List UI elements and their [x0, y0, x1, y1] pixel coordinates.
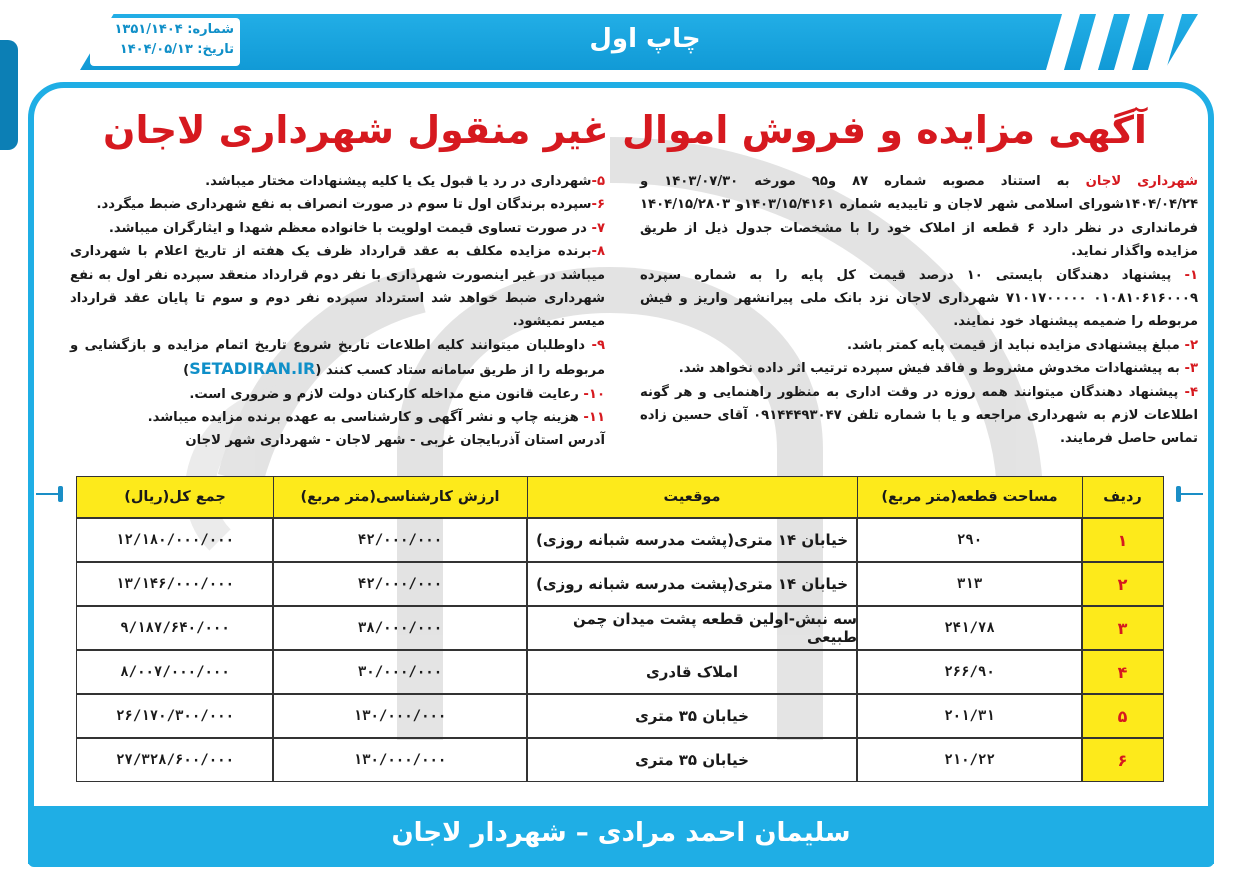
list-item: ۷- در صورت تساوی قیمت اولویت با خانواده معظم شهدا و ایثارگران میباشد.: [108, 220, 605, 236]
setadiran-link[interactable]: SETADIRAN.IR: [189, 359, 316, 379]
table-row: [76, 518, 1164, 562]
location-cell: خیابان ۳۵ متری: [526, 694, 858, 738]
header-row-number: ردیف: [1081, 476, 1164, 518]
signature: سلیمان احمد مرادی – شهردار لاجان: [391, 818, 851, 848]
area-cell: ۲۴۱/۷۸: [856, 606, 1083, 650]
address-line: آدرس استان آذربایجان غربی - شهر لاجان - شهرداری شهر لاجان: [185, 433, 605, 449]
expert-value-cell: ۳۰/۰۰۰/۰۰۰: [272, 650, 528, 694]
area-cell: ۲۶۶/۹۰: [856, 650, 1083, 694]
row-number: ۶: [1081, 738, 1164, 782]
row-number: ۴: [1081, 650, 1164, 694]
date-line: [90, 42, 240, 57]
row-number: ۱: [1081, 518, 1164, 562]
expert-value-cell: ۱۳۰/۰۰۰/۰۰۰: [272, 738, 528, 782]
footer-bar: [28, 806, 1214, 864]
date-label: تاریخ:: [197, 42, 234, 57]
header-expert-value: ارزش کارشناسی(متر مربع): [272, 476, 528, 518]
expert-value-cell: ۳۸/۰۰۰/۰۰۰: [272, 606, 528, 650]
expert-value-cell: ۱۳۰/۰۰۰/۰۰۰: [272, 694, 528, 738]
list-item: ۸-برنده مزایده مکلف به عقد قرارداد ظرف یک هفته از تاریخ اعلام با شهرداری میباشد در غیر اینصورت شهرداری با نفر دوم قرارداد منعقد سپرده نفر اول به نفع شهرداری ضبط خواهد شد استرداد سپرده نفر دوم و سوم تا پایان عقد قرارداد میسر نمیشود.: [70, 244, 605, 330]
intro-red: شهرداری لاجان: [1085, 174, 1198, 189]
total-cell: ۱۳/۱۴۶/۰۰۰/۰۰۰: [76, 562, 274, 606]
lots-table: [76, 476, 1164, 782]
expert-value-cell: ۴۲/۰۰۰/۰۰۰: [272, 562, 528, 606]
location-cell: خیابان ۱۴ متری(پشت مدرسه شبانه روزی): [526, 562, 858, 606]
table-left-marker: [36, 486, 66, 502]
list-item: ۲- مبلغ پیشنهادی مزایده نباید از قیمت پایه کمتر باشد.: [847, 337, 1198, 353]
list-item: ۱- پیشنهاد دهندگان بایستی ۱۰ درصد قیمت کل پایه را به شماره سپرده ۰۱۰۸۱۰۶۱۶۰۰۰۹ ۷۱۰۱۷۰۰۰۰۰ شهرداری لاجان نزد بانک ملی پیرانشهر واریز و فیش مربوطه را ضمیمه پیشنهاد خود نمایند.: [640, 267, 1199, 330]
list-item: ۱۰- رعایت قانون منع مداخله کارکنان دولت لازم و ضروری است.: [189, 386, 605, 402]
row-number: ۲: [1081, 562, 1164, 606]
list-item: ۴- پیشنهاد دهندگان میتوانند همه روزه در وقت اداری به منظور راهنمایی و هر گونه اطلاعات لازم به شهرداری مراجعه و یا با شماره تلفن ۰۹۱۴۴۴۹۳۰۴۷ آقای حسین زاده تماس حاصل فرمایند.: [640, 384, 1199, 447]
area-cell: ۲۱۰/۲۲: [856, 738, 1083, 782]
intro-text: به استناد مصوبه شماره ۸۷ و۹۵ مورخه ۱۴۰۳/۰۷/۳۰ و ۱۴۰۴/۰۴/۲۴شورای اسلامی شهر لاجان و تاییدیه شماره ۱۴۰۳/۱۵/۴۱۶۱و ۱۴۰۴/۱۵/۲۸۰۳ فرمانداری در نظر دارد ۶ قطعه از املاک خود را با مشخصات جدول ذیل از طریق مزایده واگذار نماید.: [640, 174, 1198, 260]
table-right-marker: [1176, 486, 1206, 502]
row-number: ۳: [1081, 606, 1164, 650]
header-total: جمع کل(ریال): [76, 476, 274, 518]
row-number: ۵: [1081, 694, 1164, 738]
location-cell: خیابان ۳۵ متری: [526, 738, 858, 782]
area-cell: ۳۱۳: [856, 562, 1083, 606]
list-item: ۹- داوطلبان میتوانند کلیه اطلاعات تاریخ شروع تاریخ اتمام مزایده و بازگشایی و مربوطه را از طریق سامانه ستاد کسب کنند (SETADIRAN.IR): [70, 337, 605, 379]
date-value: ۱۴۰۴/۰۵/۱۳: [119, 42, 193, 57]
table-header-row: [76, 476, 1164, 518]
left-edge-tab: [0, 40, 18, 150]
number-label: شماره:: [187, 22, 234, 37]
expert-value-cell: ۴۲/۰۰۰/۰۰۰: [272, 518, 528, 562]
header-location: موقعیت: [526, 476, 858, 518]
header-bar: [80, 14, 1198, 70]
list-item: ۳- به پیشنهادات مخدوش مشروط و فاقد فیش سپرده ترتیب اثر داده نخواهد شد.: [678, 361, 1198, 377]
table-row: [76, 606, 1164, 650]
header-stripes: [1040, 14, 1198, 70]
table-row: [76, 562, 1164, 606]
list-item: ۱۱- هزینه چاپ و نشر آگهی و کارشناسی به عهده برنده مزایده میباشد.: [147, 410, 605, 426]
total-cell: ۲۷/۳۲۸/۶۰۰/۰۰۰: [76, 738, 274, 782]
list-item: ۵-شهرداری در رد یا قبول یک یا کلیه پیشنهادات مختار میباشد.: [205, 174, 605, 189]
meta-box: [90, 18, 240, 66]
number-line: [90, 22, 240, 37]
total-cell: ۲۶/۱۷۰/۳۰۰/۰۰۰: [76, 694, 274, 738]
total-cell: ۹/۱۸۷/۶۴۰/۰۰۰: [76, 606, 274, 650]
header-area: مساحت قطعه(متر مربع): [856, 476, 1083, 518]
table-row: [76, 738, 1164, 782]
right-column: [640, 170, 1198, 451]
location-cell: خیابان ۱۴ متری(پشت مدرسه شبانه روزی): [526, 518, 858, 562]
total-cell: ۱۲/۱۸۰/۰۰۰/۰۰۰: [76, 518, 274, 562]
location-cell: سه نبش-اولین قطعه پشت میدان چمن طبیعی: [526, 606, 858, 650]
area-cell: ۲۹۰: [856, 518, 1083, 562]
location-cell: املاک قادری: [526, 650, 858, 694]
number-value: ۱۳۵۱/۱۴۰۴: [114, 22, 183, 37]
left-column: [70, 170, 605, 453]
edition-label: چاپ اول: [589, 24, 701, 54]
table-row: [76, 694, 1164, 738]
list-item: ۶-سپرده برندگان اول تا سوم در صورت انصراف به نفع شهرداری ضبط میگردد.: [96, 197, 605, 213]
area-cell: ۲۰۱/۳۱: [856, 694, 1083, 738]
page-title: آگهی مزایده و فروش اموال غیر منقول شهرداری لاجان: [103, 108, 1147, 152]
total-cell: ۸/۰۰۷/۰۰۰/۰۰۰: [76, 650, 274, 694]
intro-paragraph: [640, 170, 1198, 264]
table-row: [76, 650, 1164, 694]
